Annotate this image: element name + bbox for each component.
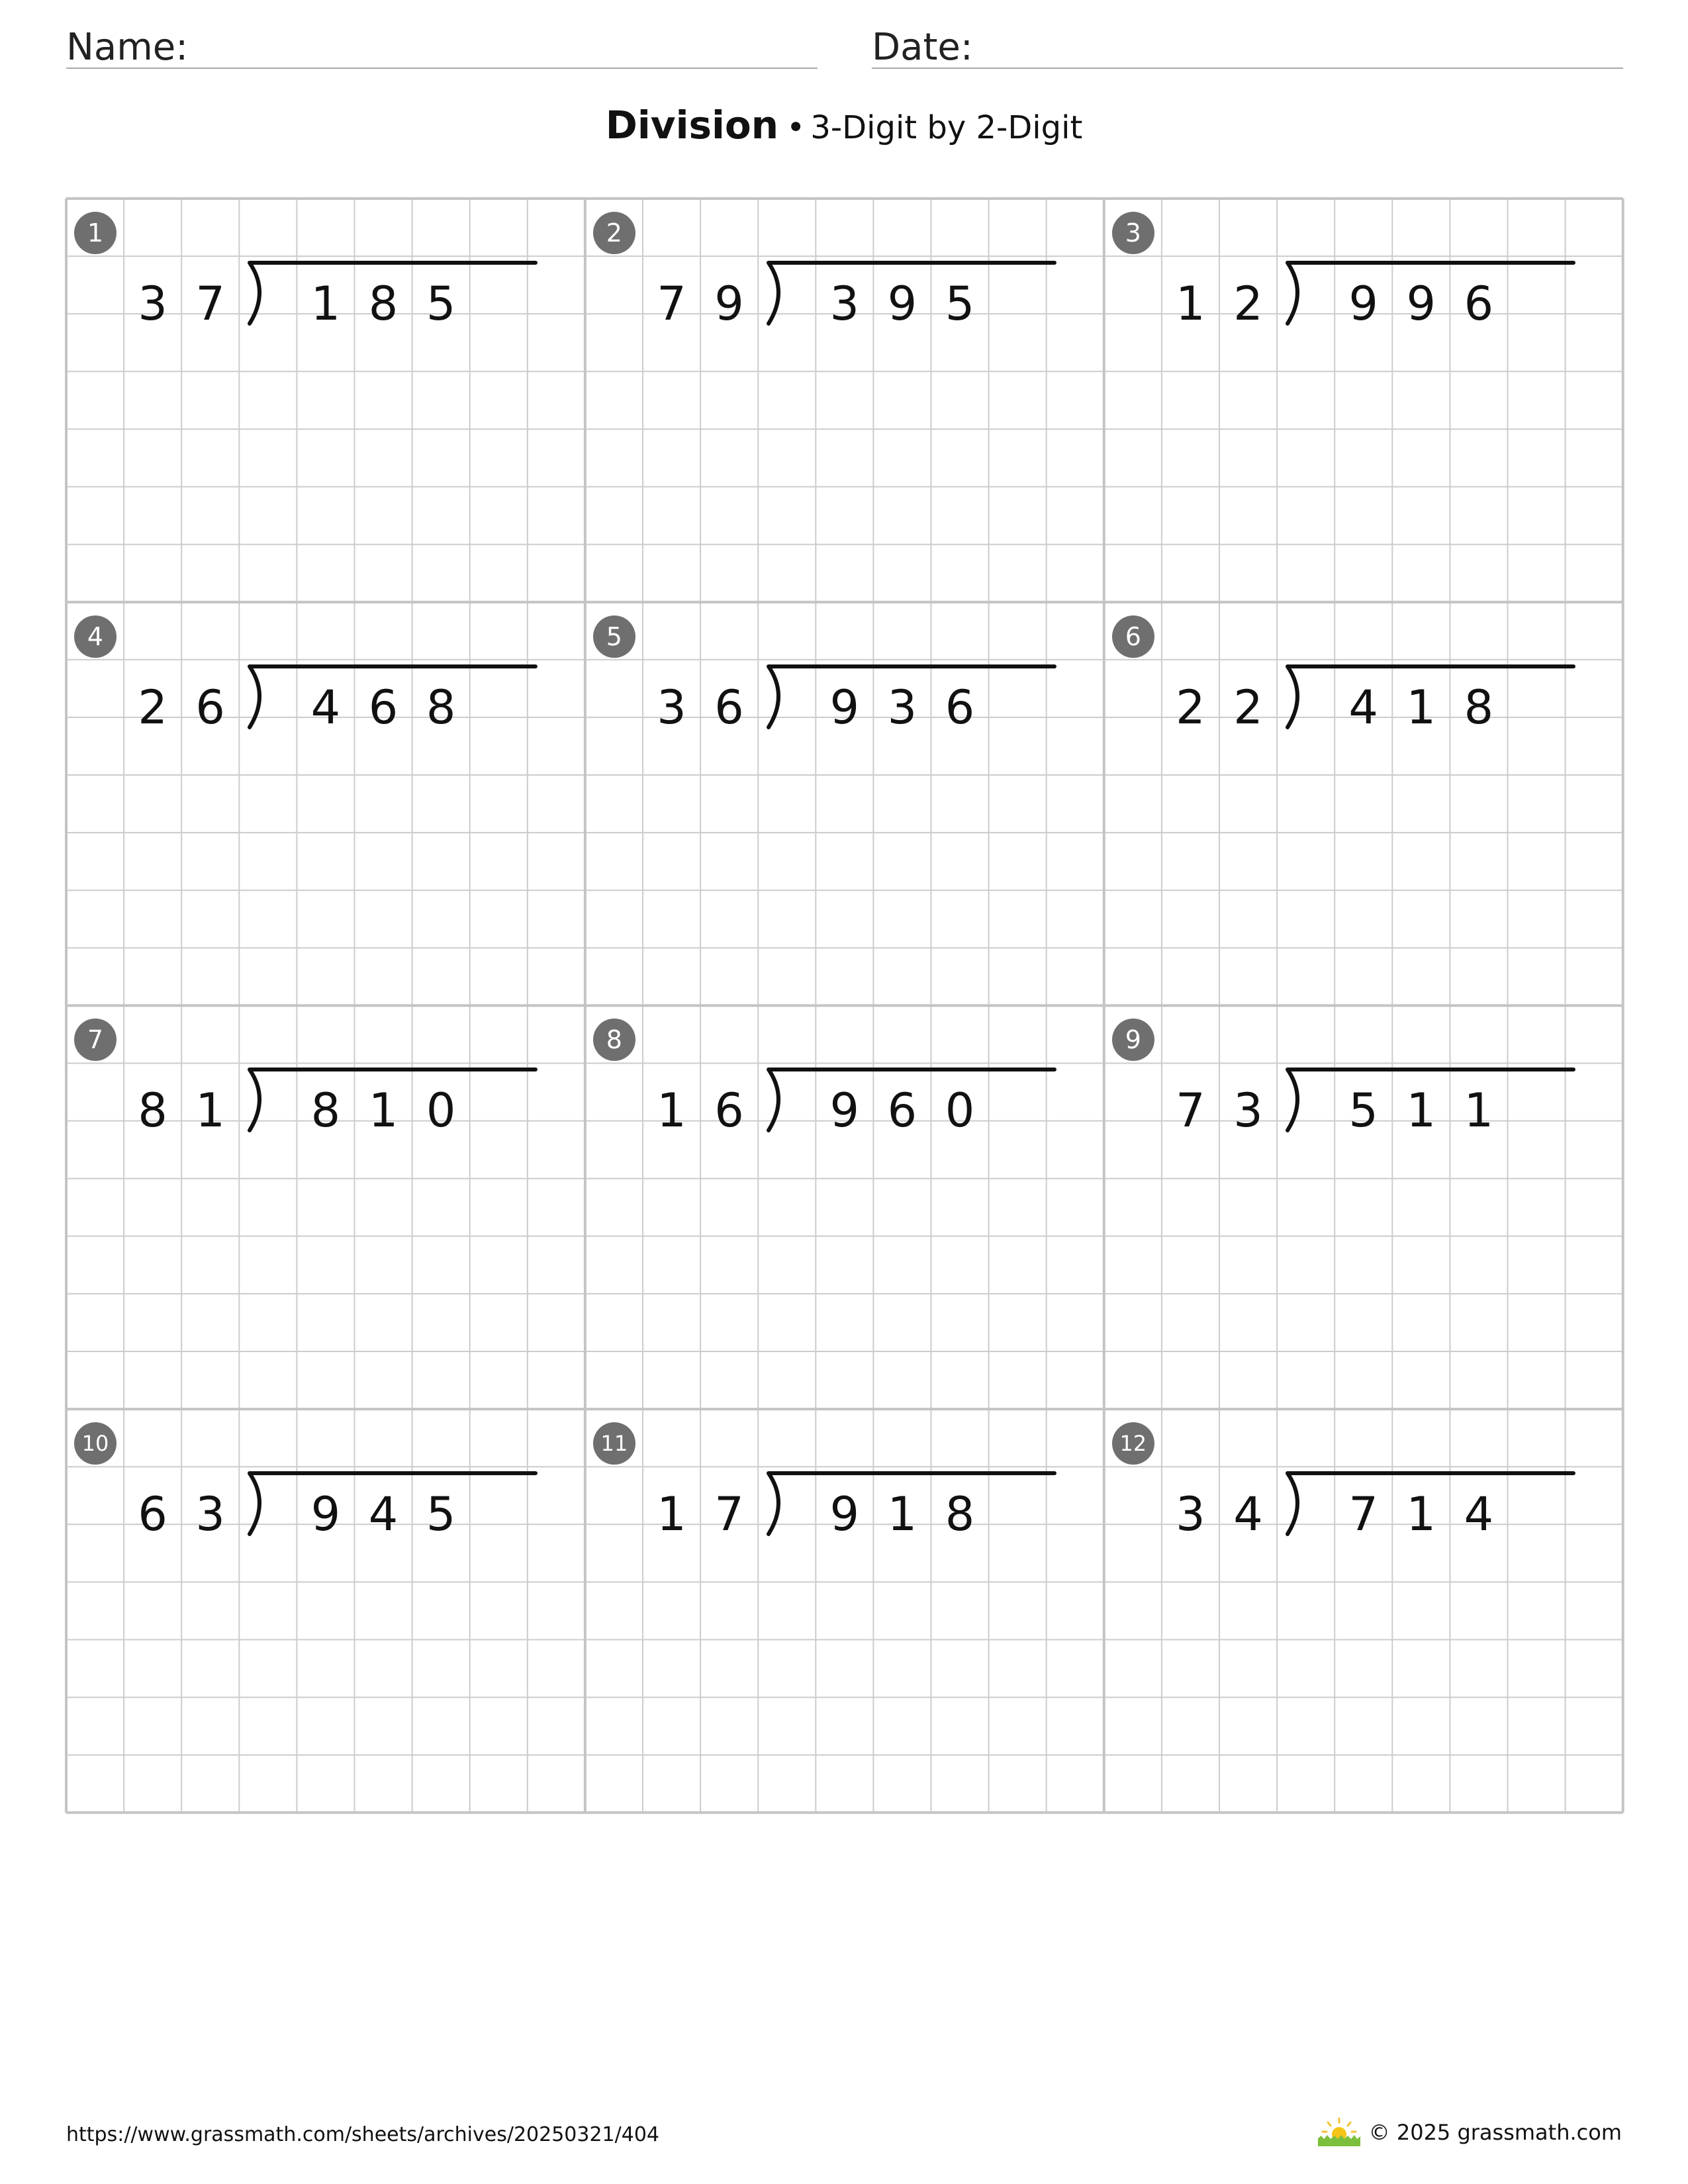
long-division-bracket <box>1276 1471 1580 1537</box>
problem-number-badge: 2 <box>593 212 635 254</box>
divisor-digit: 1 <box>657 1083 686 1138</box>
divisor-digit: 3 <box>1233 1083 1263 1138</box>
long-division-bracket <box>1276 1067 1580 1133</box>
dividend-digit: 7 <box>1348 1487 1378 1542</box>
division-problem <box>585 199 1104 671</box>
long-division-bracket <box>757 1471 1061 1537</box>
dividend-digit: 9 <box>310 1487 341 1542</box>
dividend-digit: 6 <box>887 1083 917 1138</box>
division-problem <box>1104 199 1623 671</box>
long-division-bracket <box>1276 664 1580 730</box>
date-label: Date: <box>872 26 973 69</box>
dividend-digit: 9 <box>887 277 917 331</box>
dividend-digit: 9 <box>1406 277 1436 331</box>
divisor-digit: 3 <box>1176 1487 1205 1542</box>
title-subtitle: 3-Digit by 2-Digit <box>810 109 1083 146</box>
dividend-digit: 1 <box>310 277 341 331</box>
divisor-digit: 3 <box>138 277 167 331</box>
name-label: Name: <box>66 26 189 69</box>
division-problem <box>585 1005 1104 1478</box>
sun-over-grass-icon <box>1316 2116 1362 2149</box>
footer-url[interactable]: https://www.grassmath.com/sheets/archives/20250321/404 <box>66 2123 660 2146</box>
dividend-digit: 5 <box>945 277 975 331</box>
dividend-digit: 8 <box>426 680 456 735</box>
divisor-digit: 8 <box>138 1083 167 1138</box>
problem-number-badge: 7 <box>74 1019 117 1061</box>
dividend-digit: 1 <box>887 1487 917 1542</box>
long-division-bracket <box>238 260 542 326</box>
divisor-digit: 9 <box>714 277 744 331</box>
dividend-digit: 9 <box>829 1083 860 1138</box>
divisor-digit: 6 <box>138 1487 167 1542</box>
dividend-digit: 4 <box>1464 1487 1494 1542</box>
dividend-digit: 1 <box>1406 1487 1436 1542</box>
problem-number-badge: 6 <box>1112 615 1154 658</box>
long-division-bracket <box>757 260 1061 326</box>
title-separator: • <box>786 109 806 146</box>
dividend-digit: 8 <box>1464 680 1494 735</box>
division-problem <box>66 199 585 671</box>
division-problem <box>66 602 585 1075</box>
dividend-digit: 8 <box>945 1487 975 1542</box>
divisor-digit: 3 <box>657 680 686 735</box>
dividend-digit: 6 <box>368 680 399 735</box>
problem-number-badge: 10 <box>74 1422 117 1465</box>
dividend-digit: 1 <box>368 1083 399 1138</box>
long-division-bracket <box>757 1067 1061 1133</box>
title-main: Division <box>605 103 778 148</box>
dividend-digit: 0 <box>945 1083 975 1138</box>
problem-number-badge: 3 <box>1112 212 1154 254</box>
long-division-bracket <box>1276 260 1580 326</box>
long-division-bracket <box>238 664 542 730</box>
dividend-digit: 4 <box>368 1487 399 1542</box>
divisor-digit: 4 <box>1233 1487 1263 1542</box>
divisor-digit: 6 <box>714 1083 744 1138</box>
dividend-digit: 3 <box>887 680 917 735</box>
division-problem <box>1104 602 1623 1075</box>
dividend-digit: 6 <box>1464 277 1494 331</box>
dividend-digit: 8 <box>368 277 399 331</box>
dividend-digit: 1 <box>1406 1083 1436 1138</box>
long-division-bracket <box>238 1471 542 1537</box>
dividend-digit: 8 <box>310 1083 341 1138</box>
long-division-bracket <box>757 664 1061 730</box>
dividend-digit: 6 <box>945 680 975 735</box>
divisor-digit: 2 <box>1233 680 1263 735</box>
footer-brand <box>1316 2116 1622 2149</box>
dividend-digit: 1 <box>1406 680 1436 735</box>
divisor-digit: 6 <box>195 680 225 735</box>
problem-number-badge: 5 <box>593 615 635 658</box>
division-problem <box>66 1409 585 1882</box>
dividend-digit: 9 <box>829 680 860 735</box>
dividend-digit: 9 <box>829 1487 860 1542</box>
problem-number-badge: 11 <box>593 1422 635 1465</box>
copyright-text: © 2025 grassmath.com <box>1368 2120 1622 2145</box>
divisor-digit: 7 <box>1176 1083 1205 1138</box>
problem-number-badge: 9 <box>1112 1019 1154 1061</box>
division-problem <box>585 602 1104 1075</box>
divisor-digit: 7 <box>195 277 225 331</box>
divisor-digit: 1 <box>1176 277 1205 331</box>
long-division-bracket <box>238 1067 542 1133</box>
dividend-digit: 4 <box>310 680 341 735</box>
dividend-digit: 5 <box>426 277 456 331</box>
division-problem <box>585 1409 1104 1882</box>
divisor-digit: 1 <box>195 1083 225 1138</box>
divisor-digit: 6 <box>714 680 744 735</box>
dividend-digit: 5 <box>426 1487 456 1542</box>
divisor-digit: 7 <box>657 277 686 331</box>
divisor-digit: 2 <box>138 680 167 735</box>
divisor-digit: 2 <box>1233 277 1263 331</box>
division-problem <box>1104 1409 1623 1882</box>
problem-number-badge: 1 <box>74 212 117 254</box>
divisor-digit: 3 <box>195 1487 225 1542</box>
dividend-digit: 5 <box>1348 1083 1378 1138</box>
problem-number-badge: 12 <box>1112 1422 1154 1465</box>
divisor-digit: 2 <box>1176 680 1205 735</box>
problem-number-badge: 4 <box>74 615 117 658</box>
dividend-digit: 4 <box>1348 680 1378 735</box>
division-problem <box>1104 1005 1623 1478</box>
division-problem <box>66 1005 585 1478</box>
divisor-digit: 7 <box>714 1487 744 1542</box>
problem-number-badge: 8 <box>593 1019 635 1061</box>
dividend-digit: 3 <box>829 277 860 331</box>
dividend-digit: 9 <box>1348 277 1378 331</box>
dividend-digit: 0 <box>426 1083 456 1138</box>
dividend-digit: 1 <box>1464 1083 1494 1138</box>
divisor-digit: 1 <box>657 1487 686 1542</box>
